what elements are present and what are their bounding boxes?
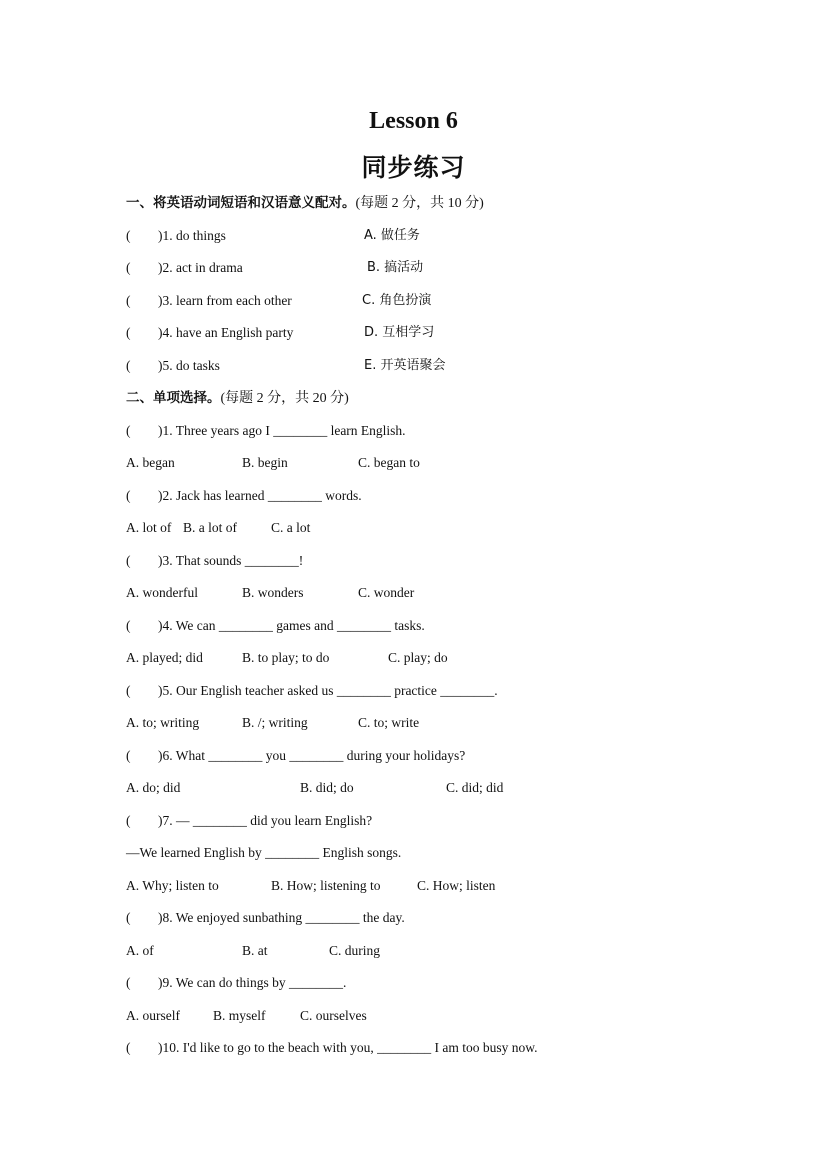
- option-c: C. did; did: [446, 780, 504, 795]
- question-stem: )10. I'd like to go to the beach with you, ________ I am too busy now.: [158, 1040, 538, 1055]
- option-c: C. play; do: [388, 650, 448, 665]
- answer-blank[interactable]: (: [126, 1040, 131, 1055]
- question-7: [126, 810, 372, 832]
- option-a: A. wonderful: [126, 585, 198, 600]
- match-option: A. 做任务: [364, 228, 420, 243]
- option-c: C. How; listen: [417, 878, 496, 893]
- answer-blank[interactable]: (: [126, 618, 131, 633]
- match-item: [126, 322, 435, 344]
- question-stem: )9. We can do things by ________.: [158, 975, 347, 990]
- question-stem: )1. Three years ago I ________ learn English.: [158, 423, 406, 438]
- option-a: A. do; did: [126, 780, 181, 795]
- answer-blank[interactable]: (: [126, 553, 131, 568]
- answer-blank[interactable]: (: [126, 228, 131, 243]
- question-6: [126, 745, 465, 767]
- option-c: C. to; write: [358, 715, 420, 730]
- match-option: C. 角色扮演: [362, 293, 432, 308]
- match-item: [126, 355, 446, 377]
- section-2-title: 二、单项选择。: [126, 390, 221, 406]
- section-1-title: 一、将英语动词短语和汉语意义配对。: [126, 195, 356, 211]
- match-option: E. 开英语聚会: [364, 358, 446, 373]
- option-b: B. a lot of: [183, 520, 237, 535]
- option-a: A. to; writing: [126, 715, 200, 730]
- page-title: Lesson 6: [369, 108, 458, 134]
- match-item: [126, 257, 424, 279]
- section-1-note: (每题 2 分，共 10 分): [355, 196, 484, 211]
- question-1: [126, 420, 406, 442]
- section-2-heading: [126, 387, 349, 409]
- answer-blank[interactable]: (: [126, 748, 131, 763]
- question-9: [126, 972, 346, 994]
- option-b: B. wonders: [242, 585, 304, 600]
- match-phrase: )2. act in drama: [158, 260, 243, 275]
- option-b: B. did; do: [300, 780, 354, 795]
- question-3: [126, 550, 303, 572]
- answer-blank[interactable]: (: [126, 423, 131, 438]
- option-b: B. /; writing: [242, 715, 308, 730]
- match-item: [126, 225, 420, 247]
- option-a: A. ourself: [126, 1008, 180, 1023]
- question-stem: )6. What ________ you ________ during your holidays?: [158, 748, 466, 763]
- question-stem: )3. That sounds ________!: [158, 553, 304, 568]
- option-a: A. played; did: [126, 650, 203, 665]
- answer-blank[interactable]: (: [126, 358, 131, 373]
- option-b: B. to play; to do: [242, 650, 330, 665]
- question-stem: )7. — ________ did you learn English?: [158, 813, 373, 828]
- question-stem: )8. We enjoyed sunbathing ________ the day.: [158, 910, 405, 925]
- option-b: B. begin: [242, 455, 288, 470]
- answer-blank[interactable]: (: [126, 325, 131, 340]
- question-5: [126, 680, 498, 702]
- option-c: C. wonder: [358, 585, 415, 600]
- answer-blank[interactable]: (: [126, 293, 131, 308]
- match-option: D. 互相学习: [364, 325, 435, 340]
- option-a: A. Why; listen to: [126, 878, 219, 893]
- answer-blank[interactable]: (: [126, 910, 131, 925]
- question-stem: )2. Jack has learned ________ words.: [158, 488, 362, 503]
- question-stem: )5. Our English teacher asked us ________ practice ________.: [158, 683, 498, 698]
- option-b: B. at: [242, 943, 268, 958]
- option-c: C. ourselves: [300, 1008, 367, 1023]
- option-a: A. of: [126, 943, 154, 958]
- option-b: B. How; listening to: [271, 878, 381, 893]
- section-1-heading: [126, 192, 484, 214]
- answer-blank[interactable]: (: [126, 260, 131, 275]
- option-a: A. began: [126, 455, 175, 470]
- match-phrase: )3. learn from each other: [158, 293, 292, 308]
- question-7-reply: —We learned English by ________ English songs.: [126, 845, 402, 860]
- answer-blank[interactable]: (: [126, 488, 131, 503]
- match-item: [126, 290, 432, 312]
- option-c: C. a lot: [271, 520, 311, 535]
- question-stem: )4. We can ________ games and ________ tasks.: [158, 618, 425, 633]
- question-4: [126, 615, 425, 637]
- option-c: C. began to: [358, 455, 420, 470]
- section-2-note: (每题 2 分，共 20 分): [220, 391, 349, 406]
- match-phrase: )1. do things: [158, 228, 226, 243]
- question-8: [126, 907, 405, 929]
- option-a: A. lot of: [126, 520, 172, 535]
- option-b: B. myself: [213, 1008, 266, 1023]
- answer-blank[interactable]: (: [126, 813, 131, 828]
- match-phrase: )5. do tasks: [158, 358, 220, 373]
- option-c: C. during: [329, 943, 381, 958]
- question-2: [126, 485, 362, 507]
- page-subtitle: 同步练习: [361, 153, 466, 182]
- match-option: B. 搞活动: [367, 260, 424, 275]
- answer-blank[interactable]: (: [126, 975, 131, 990]
- answer-blank[interactable]: (: [126, 683, 131, 698]
- match-phrase: )4. have an English party: [158, 325, 294, 340]
- question-10: [126, 1037, 538, 1059]
